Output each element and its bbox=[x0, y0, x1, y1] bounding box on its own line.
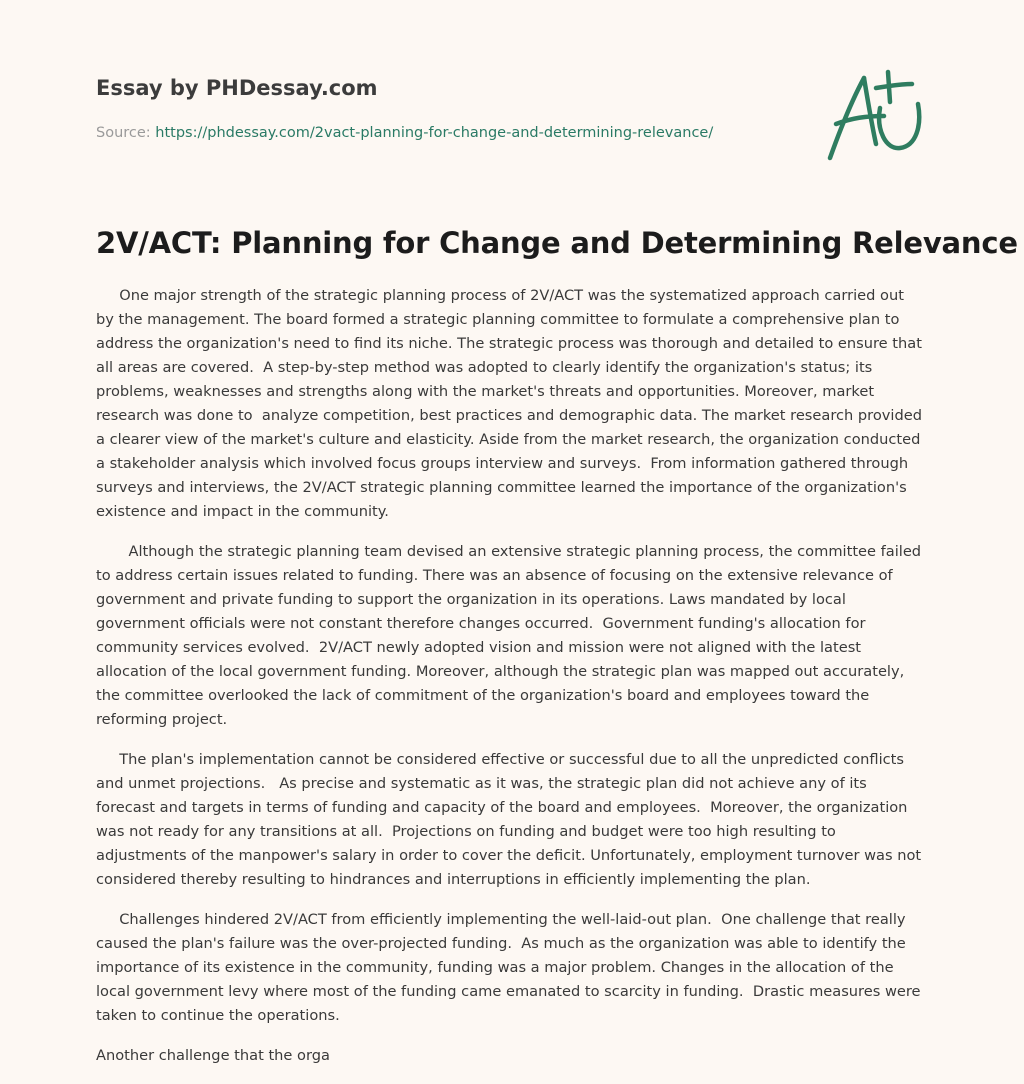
essay-paragraph: Challenges hindered 2V/ACT from efficiently implementing the well-laid-out plan. One challenge that really caused the plan's failure was the over-projected funding. As much as the organization was able to identify the importance of its existence in the community, funding was a major problem. Changes in the allocation of the local government levy where most of the funding came emanated to scarcity in funding. Drastic measures were taken to continue the operations. bbox=[96, 911, 926, 1024]
source-label: Source: bbox=[96, 125, 156, 141]
a-plus-logo-icon bbox=[826, 68, 926, 164]
essay-paragraph: Another challenge that the orga bbox=[96, 1047, 330, 1064]
essay-title: 2V/ACT: Planning for Change and Determining Relevance bbox=[96, 226, 1018, 260]
source-link[interactable]: https://phdessay.com/2vact-planning-for-change-and-determining-relevance/ bbox=[155, 125, 714, 141]
site-title: Essay by PHDessay.com bbox=[96, 76, 378, 100]
essay-paragraph: One major strength of the strategic planning process of 2V/ACT was the systematized approach carried out by the management. The board formed a strategic planning committee to formulate a comprehensive plan to address the organization's need to find its niche. The strategic process was thorough and detailed to ensure that all areas are covered. A step-by-step method was adopted to clearly identify the organization's status; its problems, weaknesses and strengths along with the market's threats and opportunities. Moreover, market research was done to analyze competition, best practices and demographic data. The market research provided a clearer view of the market's culture and elasticity. Aside from the market research, the organization conducted a stakeholder analysis which involved focus groups interview and surveys. From information gathered through surveys and interviews, the 2V/ACT strategic planning committee learned the importance of the organization's existence and impact in the community. bbox=[96, 287, 927, 520]
essay-body bbox=[96, 284, 926, 1084]
source-line bbox=[96, 125, 713, 141]
essay-paragraph: The plan's implementation cannot be considered effective or successful due to all the unpredicted conflicts and unmet projections. As precise and systematic as it was, the strategic plan did not achieve any of its forecast and targets in terms of funding and capacity of the board and employees. Moreover, the organization was not ready for any transitions at all. Projections on funding and budget were too high resulting to adjustments of the manpower's salary in order to cover the deficit. Unfortunately, employment turnover was not considered thereby resulting to hindrances and interruptions in efficiently implementing the plan. bbox=[96, 751, 926, 888]
essay-paragraph: Although the strategic planning team devised an extensive strategic planning process, the committee failed to address certain issues related to funding. There was an absence of focusing on the extensive relevance of government and private funding to support the organization in its operations. Laws mandated by local government officials were not constant therefore changes occurred. Government funding's allocation for community services evolved. 2V/ACT newly adopted vision and mission were not aligned with the latest allocation of the local government funding. Moreover, although the strategic plan was mapped out accurately, the committee overlooked the lack of commitment of the organization's board and employees toward the reforming project. bbox=[96, 543, 926, 728]
